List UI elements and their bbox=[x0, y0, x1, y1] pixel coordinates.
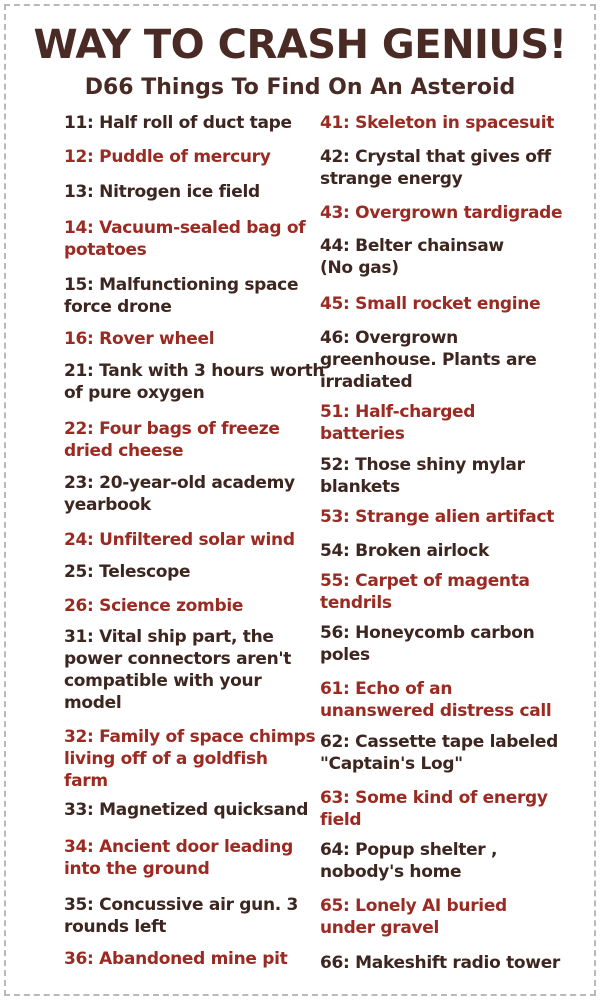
entry-line: rounds left bbox=[64, 917, 167, 937]
entry-line: 65: Lonely AI buried bbox=[320, 896, 507, 916]
table-entry bbox=[320, 952, 560, 974]
table-entry bbox=[320, 787, 548, 831]
entry-line: 55: Carpet of magenta bbox=[320, 571, 530, 591]
entry-line: 42: Crystal that gives off bbox=[320, 147, 551, 167]
entry-line: compatible with your bbox=[64, 671, 262, 691]
entry-line: (No gas) bbox=[320, 258, 399, 278]
entry-line: field bbox=[320, 810, 362, 830]
entry-line: 46: Overgrown bbox=[320, 328, 458, 348]
entry-line: 61: Echo of an bbox=[320, 679, 453, 699]
table-entry bbox=[320, 235, 504, 279]
entry-line: model bbox=[64, 693, 122, 713]
entry-line: 41: Skeleton in spacesuit bbox=[320, 113, 555, 133]
entry-line: under gravel bbox=[320, 918, 440, 938]
entry-line: 51: Half-charged bbox=[320, 402, 476, 422]
entry-line: force drone bbox=[64, 297, 172, 317]
entry-line: "Captain's Log" bbox=[320, 754, 463, 774]
entry-line: poles bbox=[320, 645, 370, 665]
entry-line: dried cheese bbox=[64, 441, 184, 461]
entry-line: tendrils bbox=[320, 593, 392, 613]
entry-line: 43: Overgrown tardigrade bbox=[320, 203, 563, 223]
entry-line: unanswered distress call bbox=[320, 701, 552, 721]
entry-line: 34: Ancient door leading bbox=[64, 837, 293, 857]
entry-line: 25: Telescope bbox=[64, 562, 191, 582]
entry-line: 56: Honeycomb carbon bbox=[320, 623, 535, 643]
table-entry bbox=[320, 570, 530, 614]
entry-line: potatoes bbox=[64, 240, 147, 260]
entry-line: farm bbox=[64, 771, 108, 791]
entry-line: 14: Vacuum-sealed bag of bbox=[64, 218, 306, 238]
entry-line: 31: Vital ship part, the bbox=[64, 627, 274, 647]
page-title: WAY TO CRASH GENIUS! bbox=[33, 22, 567, 68]
entry-line: 16: Rover wheel bbox=[64, 329, 215, 349]
table-entry bbox=[320, 839, 497, 883]
entry-line: irradiated bbox=[320, 372, 413, 392]
table-entry bbox=[320, 293, 540, 315]
entry-line: of pure oxygen bbox=[64, 383, 205, 403]
entry-line: strange energy bbox=[320, 169, 463, 189]
entry-line: 33: Magnetized quicksand bbox=[64, 800, 309, 820]
entry-line: 15: Malfunctioning space bbox=[64, 275, 299, 295]
entry-line: nobody's home bbox=[320, 862, 462, 882]
table-entry bbox=[320, 895, 507, 939]
entry-line: 62: Cassette tape labeled bbox=[320, 732, 559, 752]
page-subtitle: D66 Things To Find On An Asteroid bbox=[84, 75, 516, 100]
table-entry bbox=[320, 327, 536, 393]
entry-line: 13: Nitrogen ice field bbox=[64, 182, 260, 202]
entry-line: 23: 20-year-old academy bbox=[64, 473, 295, 493]
table-entry bbox=[320, 506, 554, 528]
table-entry bbox=[320, 146, 551, 190]
entry-line: 35: Concussive air gun. 3 bbox=[64, 895, 299, 915]
entry-line: 24: Unfiltered solar wind bbox=[64, 530, 295, 550]
entry-line: 45: Small rocket engine bbox=[320, 294, 541, 314]
entry-line: 54: Broken airlock bbox=[320, 541, 489, 561]
entry-line: 32: Family of space chimps bbox=[64, 727, 316, 747]
entry-line: 63: Some kind of energy bbox=[320, 788, 548, 808]
table-entry bbox=[320, 622, 534, 666]
entry-line: 11: Half roll of duct tape bbox=[64, 113, 292, 133]
entry-line: 21: Tank with 3 hours worth bbox=[64, 361, 325, 381]
entry-line: 44: Belter chainsaw bbox=[320, 236, 504, 256]
table-entry bbox=[320, 202, 562, 224]
table-entry bbox=[320, 678, 551, 722]
table-entry bbox=[320, 112, 554, 134]
entry-line: blankets bbox=[320, 477, 400, 497]
entry-line: batteries bbox=[320, 424, 405, 444]
entry-line: into the ground bbox=[64, 859, 210, 879]
entry-line: 26: Science zombie bbox=[64, 596, 244, 616]
entry-line: 36: Abandoned mine pit bbox=[64, 949, 288, 969]
table-entry bbox=[320, 540, 489, 562]
entry-line: 52: Those shiny mylar bbox=[320, 455, 525, 475]
entry-line: 53: Strange alien artifact bbox=[320, 507, 555, 527]
entry-line: 12: Puddle of mercury bbox=[64, 147, 271, 167]
entry-line: power connectors aren't bbox=[64, 649, 292, 669]
entry-line: living off of a goldfish bbox=[64, 749, 268, 769]
entry-line: 66: Makeshift radio tower bbox=[320, 953, 561, 973]
entry-line: 64: Popup shelter , bbox=[320, 840, 498, 860]
table-entry bbox=[320, 454, 525, 498]
table-entry bbox=[320, 401, 475, 445]
table-entry bbox=[320, 731, 558, 775]
entry-line: yearbook bbox=[64, 495, 151, 515]
entry-line: 22: Four bags of freeze bbox=[64, 419, 280, 439]
entry-line: greenhouse. Plants are bbox=[320, 350, 537, 370]
